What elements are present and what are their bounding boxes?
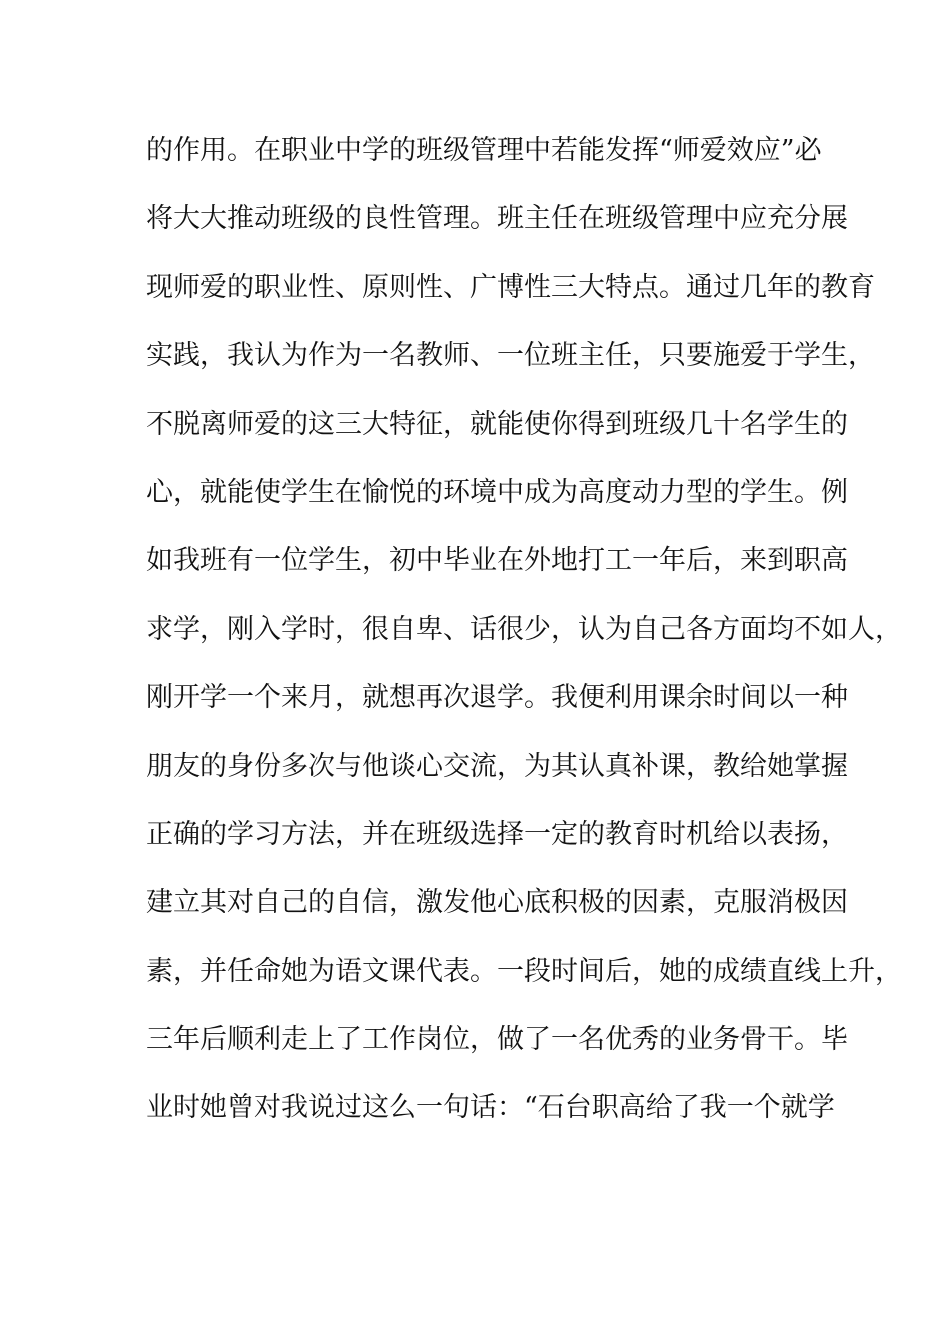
text-line: 的作用。在职业中学的班级管理中若能发挥“师爱效应”必	[146, 135, 822, 166]
text-line: 求学，刚入学时，很自卑、话很少，认为自己各方面均不如人，	[146, 613, 902, 645]
text-line: 将大大推动班级的良性管理。班主任在班级管理中应充分展	[146, 203, 848, 235]
text-line: 素，并任命她为语文课代表。一段时间后，她的成绩直线上升，	[146, 955, 902, 987]
text-line: 心，就能使学生在愉悦的环境中成为高度动力型的学生。例	[146, 476, 848, 508]
text-line: 如我班有一位学生，初中毕业在外地打工一年后，来到职高	[146, 545, 848, 577]
text-line: 建立其对自己的自信，激发他心底积极的因素，克服消极因	[146, 887, 848, 919]
text-line: 正确的学习方法，并在班级选择一定的教育时机给以表扬，	[146, 818, 848, 850]
text-line: 刚开学一个来月，就想再次退学。我便利用课余时间以一种	[146, 682, 848, 714]
text-line: 朋友的身份多次与他谈心交流，为其认真补课，教给她掌握	[146, 750, 848, 782]
text-line: 现师爱的职业性、原则性、广博性三大特点。通过几年的教育	[146, 271, 875, 303]
body-paragraph	[146, 126, 902, 1152]
text-line: 业时她曾对我说过这么一句话：“石台职高给了我一个就学	[146, 1092, 835, 1124]
text-line: 不脱离师爱的这三大特征，就能使你得到班级几十名学生的	[146, 408, 848, 440]
text-line: 三年后顺利走上了工作岗位，做了一名优秀的业务骨干。毕	[146, 1024, 848, 1056]
text-line: 实践，我认为作为一名教师、一位班主任，只要施爱于学生，	[146, 340, 875, 372]
